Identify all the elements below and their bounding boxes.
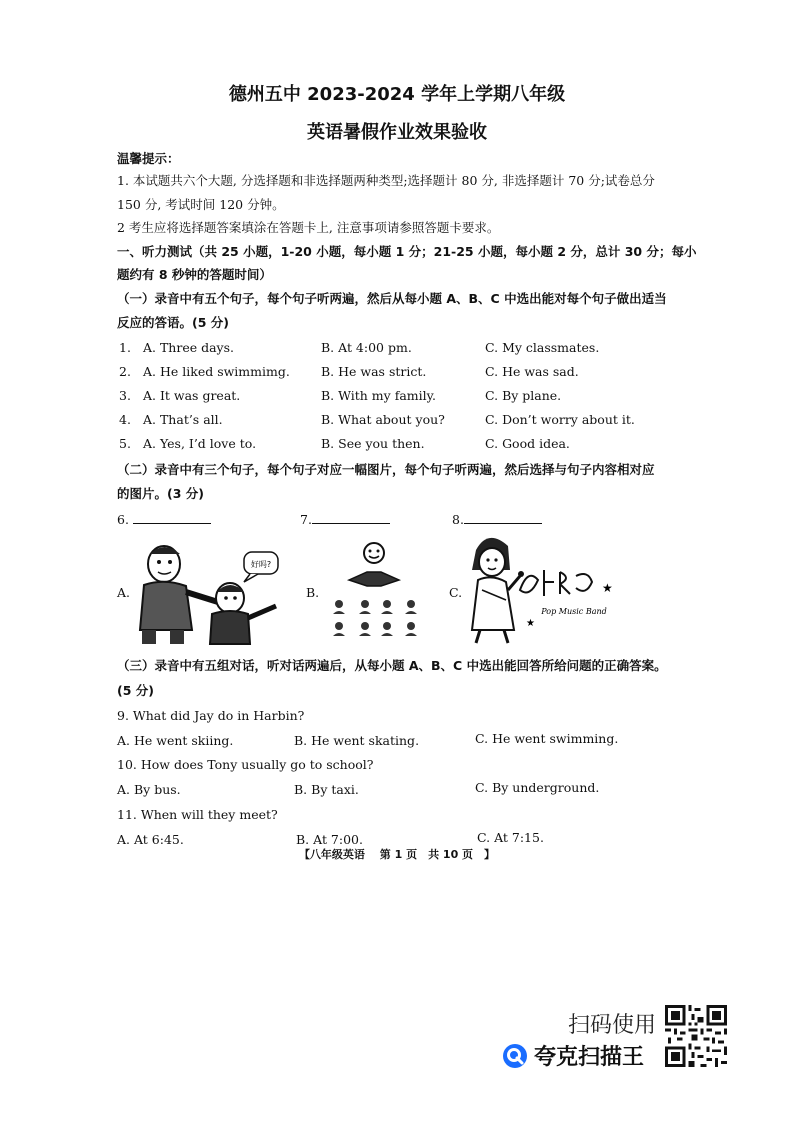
picture-c-label: C. xyxy=(449,585,463,600)
q1-option-b: B. At 4:00 pm. xyxy=(321,340,412,355)
q2-num: 2. xyxy=(119,364,131,379)
blank-8-line xyxy=(464,511,542,524)
star-icon: ★ xyxy=(526,618,535,629)
q5-num: 5. xyxy=(119,436,131,451)
blank-7-line xyxy=(312,511,390,524)
q4-option-a: A. That’s all. xyxy=(143,412,223,427)
scanner-brand-name: 夸克扫描王 xyxy=(534,1045,645,1070)
q2-option-c: C. He was sad. xyxy=(485,364,579,379)
picture-b-image xyxy=(325,540,425,640)
blank-6[interactable] xyxy=(117,511,211,527)
section1-title-b: 题约有 8 秒钟的答题时间） xyxy=(117,267,272,282)
part3-instr-a: （三）录音中有五组对话，听对话两遍后，从每小题 A、B、C 中选出能回答所给问题的正确答案。 xyxy=(117,658,667,673)
q11-question: 11. When will they meet? xyxy=(117,807,278,822)
picture-c-caption: Pop Music Band xyxy=(541,607,607,616)
part2-instr-a: （二）录音中有三个句子，每个句子对应一幅图片，每个句子听两遍，然后选择与句子内容相对应 xyxy=(117,462,655,477)
part2-instr-b: 的图片。(3 分) xyxy=(117,486,204,501)
q5-option-a: A. Yes, I’d love to. xyxy=(143,436,257,451)
q10-option-a: A. By bus. xyxy=(117,782,181,797)
blank-6-num: 6. xyxy=(117,512,129,527)
q4-option-b: B. What about you? xyxy=(321,412,445,427)
q9-option-c: C. He went swimming. xyxy=(475,731,619,746)
quark-logo-icon xyxy=(502,1043,528,1069)
q5-option-c: C. Good idea. xyxy=(485,436,570,451)
q3-num: 3. xyxy=(119,388,131,403)
qr-code-icon[interactable] xyxy=(665,1005,727,1067)
blank-7[interactable] xyxy=(300,511,390,527)
q11-option-b: B. At 7:00. xyxy=(296,832,363,847)
q1-num: 1. xyxy=(119,340,131,355)
star-icon: ★ xyxy=(602,581,613,595)
q1-option-a: A. Three days. xyxy=(143,340,235,355)
notes-line-2: 150 分, 考试时间 120 分钟。 xyxy=(117,197,285,212)
blank-8-num: 8. xyxy=(452,512,464,527)
picture-a-label: A. xyxy=(117,585,131,600)
notes-line-3: 2 考生应将选择题答案填涂在答题卡上, 注意事项请参照答题卡要求。 xyxy=(117,220,500,235)
q9-option-b: B. He went skating. xyxy=(294,733,420,748)
scan-use-text: 扫码使用 xyxy=(568,1013,657,1038)
q9-question: 9. What did Jay do in Harbin? xyxy=(117,708,305,723)
q2-option-a: A. He liked swimmimg. xyxy=(143,364,290,379)
picture-a-image xyxy=(126,540,286,645)
q9-option-a: A. He went skiing. xyxy=(117,733,234,748)
picture-b-label: B. xyxy=(306,585,320,600)
part1-instr-a: （一）录音中有五个句子，每个句子听两遍，然后从每小题 A、B、C 中选出能对每个句子做出适当 xyxy=(117,291,667,306)
q4-num: 4. xyxy=(119,412,131,427)
q5-option-b: B. See you then. xyxy=(321,436,425,451)
notes-line-1: 1. 本试题共六个大题, 分选择题和非选择题两种类型;选择题计 80 分, 非选择题计 70 分;试卷总分 xyxy=(117,173,655,188)
q3-option-b: B. With my family. xyxy=(321,388,436,403)
q3-option-a: A. It was great. xyxy=(143,388,241,403)
page-footer: 【八年级英语 第 1 页 共 10 页 】 xyxy=(298,848,496,861)
q2-option-b: B. He was strict. xyxy=(321,364,427,379)
exam-title: 德州五中 2023-2024 学年上学期八年级 xyxy=(228,84,566,105)
q3-option-c: C. By plane. xyxy=(485,388,562,403)
picture-c-image xyxy=(458,530,618,645)
part3-instr-b: (5 分) xyxy=(117,683,154,698)
q10-question: 10. How does Tony usually go to school? xyxy=(117,757,374,772)
blank-8[interactable] xyxy=(452,511,542,527)
section1-title-a: 一、听力测试（共 25 小题，1-20 小题，每小题 1 分；21-25 小题，每小题 2 分，总计 30 分；每小 xyxy=(117,244,697,259)
part1-instr-b: 反应的答语。(5 分) xyxy=(117,315,229,330)
q10-option-c: C. By underground. xyxy=(475,780,600,795)
picture-a-bubble-text: 好吗? xyxy=(250,560,272,569)
scanner-brand xyxy=(502,1040,644,1071)
q1-option-c: C. My classmates. xyxy=(485,340,600,355)
blank-7-num: 7. xyxy=(300,512,312,527)
q11-option-c: C. At 7:15. xyxy=(477,830,544,845)
q4-option-c: C. Don’t worry about it. xyxy=(485,412,635,427)
notes-label: 温馨提示： xyxy=(117,151,180,166)
exam-subtitle: 英语暑假作业效果验收 xyxy=(307,122,487,143)
blank-6-line xyxy=(133,511,211,524)
q11-option-a: A. At 6:45. xyxy=(117,832,184,847)
q10-option-b: B. By taxi. xyxy=(294,782,359,797)
